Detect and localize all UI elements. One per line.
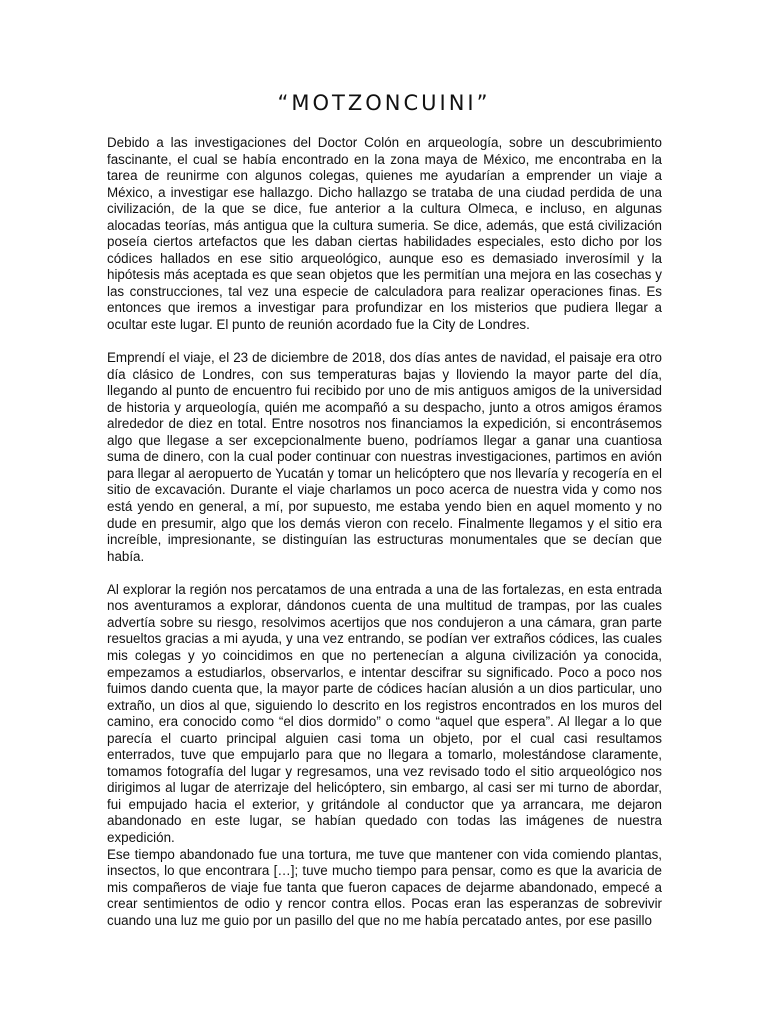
paragraph: Ese tiempo abandonado fue una tortura, me tuve que mantener con vida comiendo plantas, insectos, lo que encontrara […]; tuve mucho tiempo para pensar, como es que la avaricia de mis compañeros de viaje fue tanta que fueron capaces de dejarme abandonado, empecé a crear sentimientos de odio y rencor contra ellos. Pocas eran las esperanzas de sobrevivir cuando una luz me guio por un pasillo del que no me había percatado antes, por ese pasillo xyxy=(107,846,662,928)
paragraph: Al explorar la región nos percatamos de una entrada a una de las fortalezas, en esta entrada nos aventuramos a explorar, dándonos cuenta de una multitud de trampas, por las cuales advertía sobre su riesgo, resolvimos acertijos que nos condujeron a una cámara, gran parte resueltos gracias a mi ayuda, y una vez entrando, se podían ver extraños códices, las cuales mis colegas y yo coincidimos en que no pertenecían a alguna civilización ya conocida, empezamos a estudiarlos, observarlos, e intentar descifrar su significado. Poco a poco nos fuimos dando cuenta que, la mayor parte de códices hacían alusión a un dios particular, uno extraño, un dios al que, siguiendo lo descrito en los registros encontrados en los muros del camino, era conocido como “el dios dormido” o como “aquel que espera”. Al llegar a lo que parecía el cuarto principal alguien casi toma un objeto, por el cual casi resultamos enterrados, tuve que empujarlo para que no llegara a tomarlo, molestándose claramente, tomamos fotografía del lugar y regresamos, una vez revisado todo el sitio arqueológico nos dirigimos al lugar de aterrizaje del helicóptero, sin embargo, al casi ser mi turno de abordar, fui empujado hacia el exterior, y gritándole al conductor que ya arrancara, me dejaron abandonado en este lugar, se habían quedado con todas las imágenes de nuestra expedición. xyxy=(107,581,662,845)
paragraph: Debido a las investigaciones del Doctor Colón en arqueología, sobre un descubrimiento fascinante, el cual se había encontrado en la zona maya de México, me encontraba en la tarea de reunirme con algunos colegas, quienes me ayudarían a emprender un viaje a México, a investigar ese hallazgo. Dicho hallazgo se trataba de una ciudad perdida de una civilización, de la que se dice, fue anterior a la cultura Olmeca, e incluso, en algunas alocadas teorías, más antigua que la cultura sumeria. Se dice, además, que está civilización poseía ciertos artefactos que les daban ciertas habilidades especiales, esto dicho por los códices hallados en ese sitio arqueológico, aunque eso es demasiado inverosímil y la hipótesis más aceptada es que sean objetos que les permitían una mejora en las cosechas y las construcciones, tal vez una especie de calculadora para realizar operaciones finas. Es entonces que iremos a investigar para profundizar en los misterios que pudiera llegar a ocultar este lugar. El punto de reunión acordado fue la City de Londres. xyxy=(107,135,662,333)
document-title: “MOTZONCUINI” xyxy=(277,91,491,115)
paragraph: Emprendí el viaje, el 23 de diciembre de 2018, dos días antes de navidad, el paisaje era otro día clásico de Londres, con sus temperaturas bajas y lloviendo la mayor parte del día, llegando al punto de encuentro fui recibido por uno de mis antiguos amigos de la universidad de historia y arqueología, quién me acompañó a su despacho, junto a otros amigos éramos alrededor de diez en total. Entre nosotros nos financiamos la expedición, si encontrásemos algo que llegase a ser excepcionalmente bueno, podríamos llegar a ganar una cuantiosa suma de dinero, con la cual poder continuar con nuestras investigaciones, partimos en avión para llegar al aeropuerto de Yucatán y tomar un helicóptero que nos llevaría y recogería en el sitio de excavación. Durante el viaje charlamos un poco acerca de nuestra vida y como nos está yendo en general, a mí, por supuesto, me estaba yendo bien en aquel momento y no dude en presumir, algo que los demás vieron con recelo. Finalmente llegamos y el sitio era increíble, impresionante, se distinguían las estructuras monumentales que se decían que había. xyxy=(107,350,662,564)
document-body xyxy=(107,135,662,929)
